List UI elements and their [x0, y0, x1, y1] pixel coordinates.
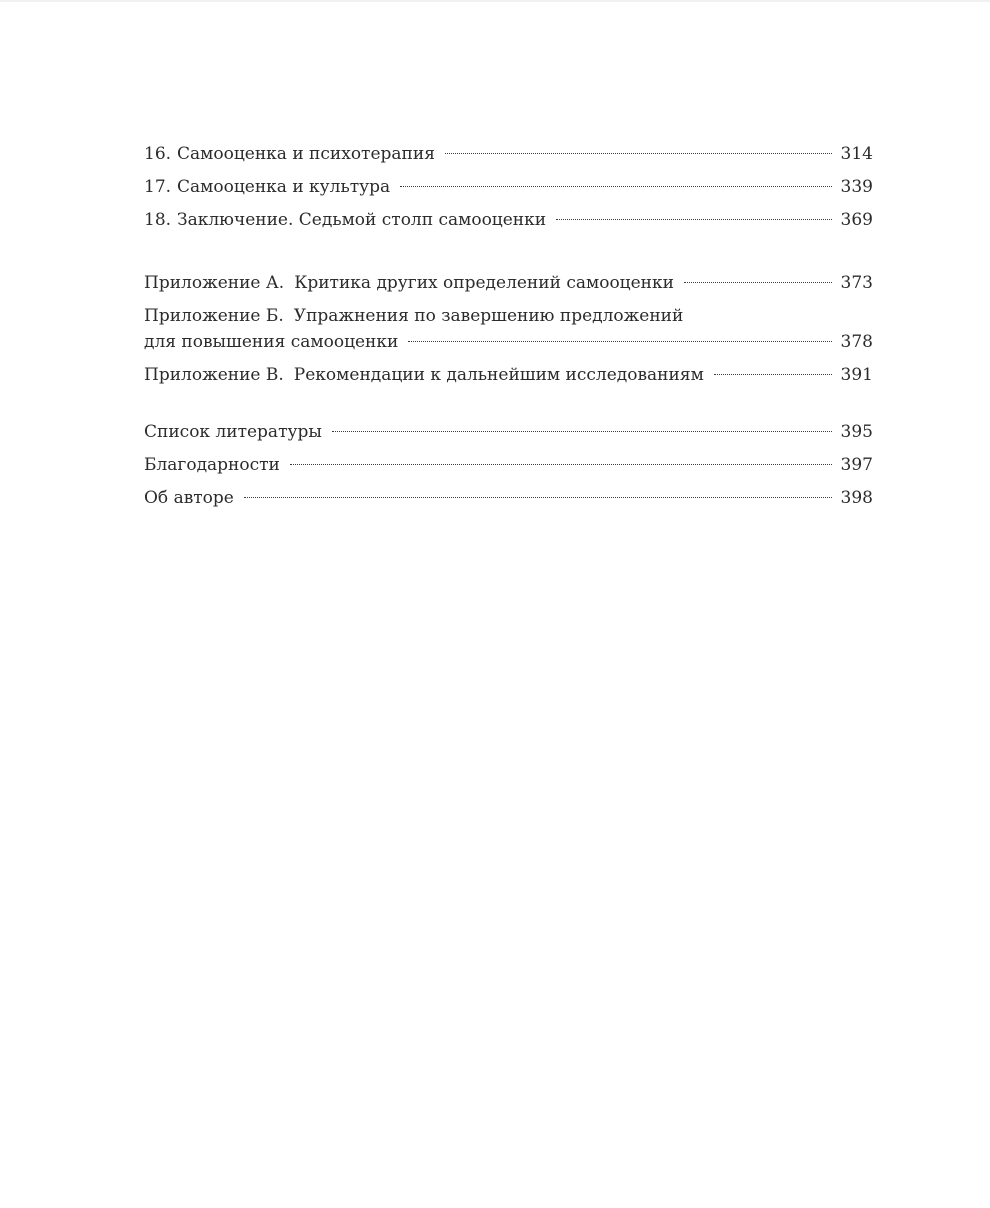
- page-number: 314: [840, 144, 873, 164]
- page-number: 339: [840, 177, 873, 197]
- appendix-label: Приложение Б.: [144, 306, 284, 326]
- entry-title: Благодарности: [144, 455, 280, 475]
- page-number: 369: [840, 210, 873, 230]
- page-number: 373: [840, 273, 873, 293]
- toc-entry-acknowledgements[interactable]: [144, 453, 873, 477]
- toc-entry-appendix-a[interactable]: [144, 271, 873, 295]
- page-number: 391: [840, 365, 873, 385]
- dot-leader: [445, 153, 832, 154]
- top-edge-rule: [0, 0, 990, 2]
- toc-entry-about-author[interactable]: [144, 486, 873, 510]
- dot-leader: [332, 431, 832, 432]
- appendix-title: Упражнения по завершению предложений: [293, 306, 684, 326]
- section-spacer: [144, 241, 873, 271]
- dot-leader: [244, 497, 832, 498]
- appendix-title: Критика других определений самооценки: [294, 273, 674, 293]
- chapter-number: 18.: [144, 210, 172, 230]
- chapter-title: Самооценка и культура: [177, 177, 391, 197]
- appendix-title: Рекомендации к дальнейшим исследованиям: [293, 365, 704, 385]
- toc-entry-chapter-16[interactable]: [144, 142, 873, 166]
- chapter-title: Заключение. Седьмой столп самооценки: [177, 210, 547, 230]
- chapter-number: 16.: [144, 144, 172, 164]
- toc-entry-chapter-18[interactable]: [144, 208, 873, 232]
- table-of-contents: [144, 142, 873, 519]
- chapter-number: 17.: [144, 177, 172, 197]
- page-number: 398: [840, 488, 873, 508]
- page-number: 378: [840, 332, 873, 352]
- appendix-label: Приложение А.: [144, 273, 285, 293]
- appendix-label: Приложение В.: [144, 365, 284, 385]
- appendix-heading: [144, 363, 704, 387]
- entry-title: Об авторе: [144, 488, 234, 508]
- section-spacer: [144, 396, 873, 420]
- entry-title: Список литературы: [144, 422, 322, 442]
- dot-leader: [714, 374, 832, 375]
- appendix-title-continued: для повышения самооценки: [144, 332, 399, 352]
- appendix-title-first-line: [144, 304, 873, 328]
- toc-entry-appendix-b[interactable]: [144, 304, 873, 354]
- appendix-title-second-line: [144, 330, 873, 354]
- chapter-title: Самооценка и психотерапия: [177, 144, 435, 164]
- dot-leader: [408, 341, 831, 342]
- toc-entry-chapter-17[interactable]: [144, 175, 873, 199]
- page-number: 397: [840, 455, 873, 475]
- dot-leader: [684, 282, 832, 283]
- page-number: 395: [840, 422, 873, 442]
- dot-leader: [290, 464, 832, 465]
- dot-leader: [556, 219, 831, 220]
- dot-leader: [400, 186, 831, 187]
- toc-entry-bibliography[interactable]: [144, 420, 873, 444]
- toc-entry-appendix-v[interactable]: [144, 363, 873, 387]
- appendix-heading: [144, 271, 674, 295]
